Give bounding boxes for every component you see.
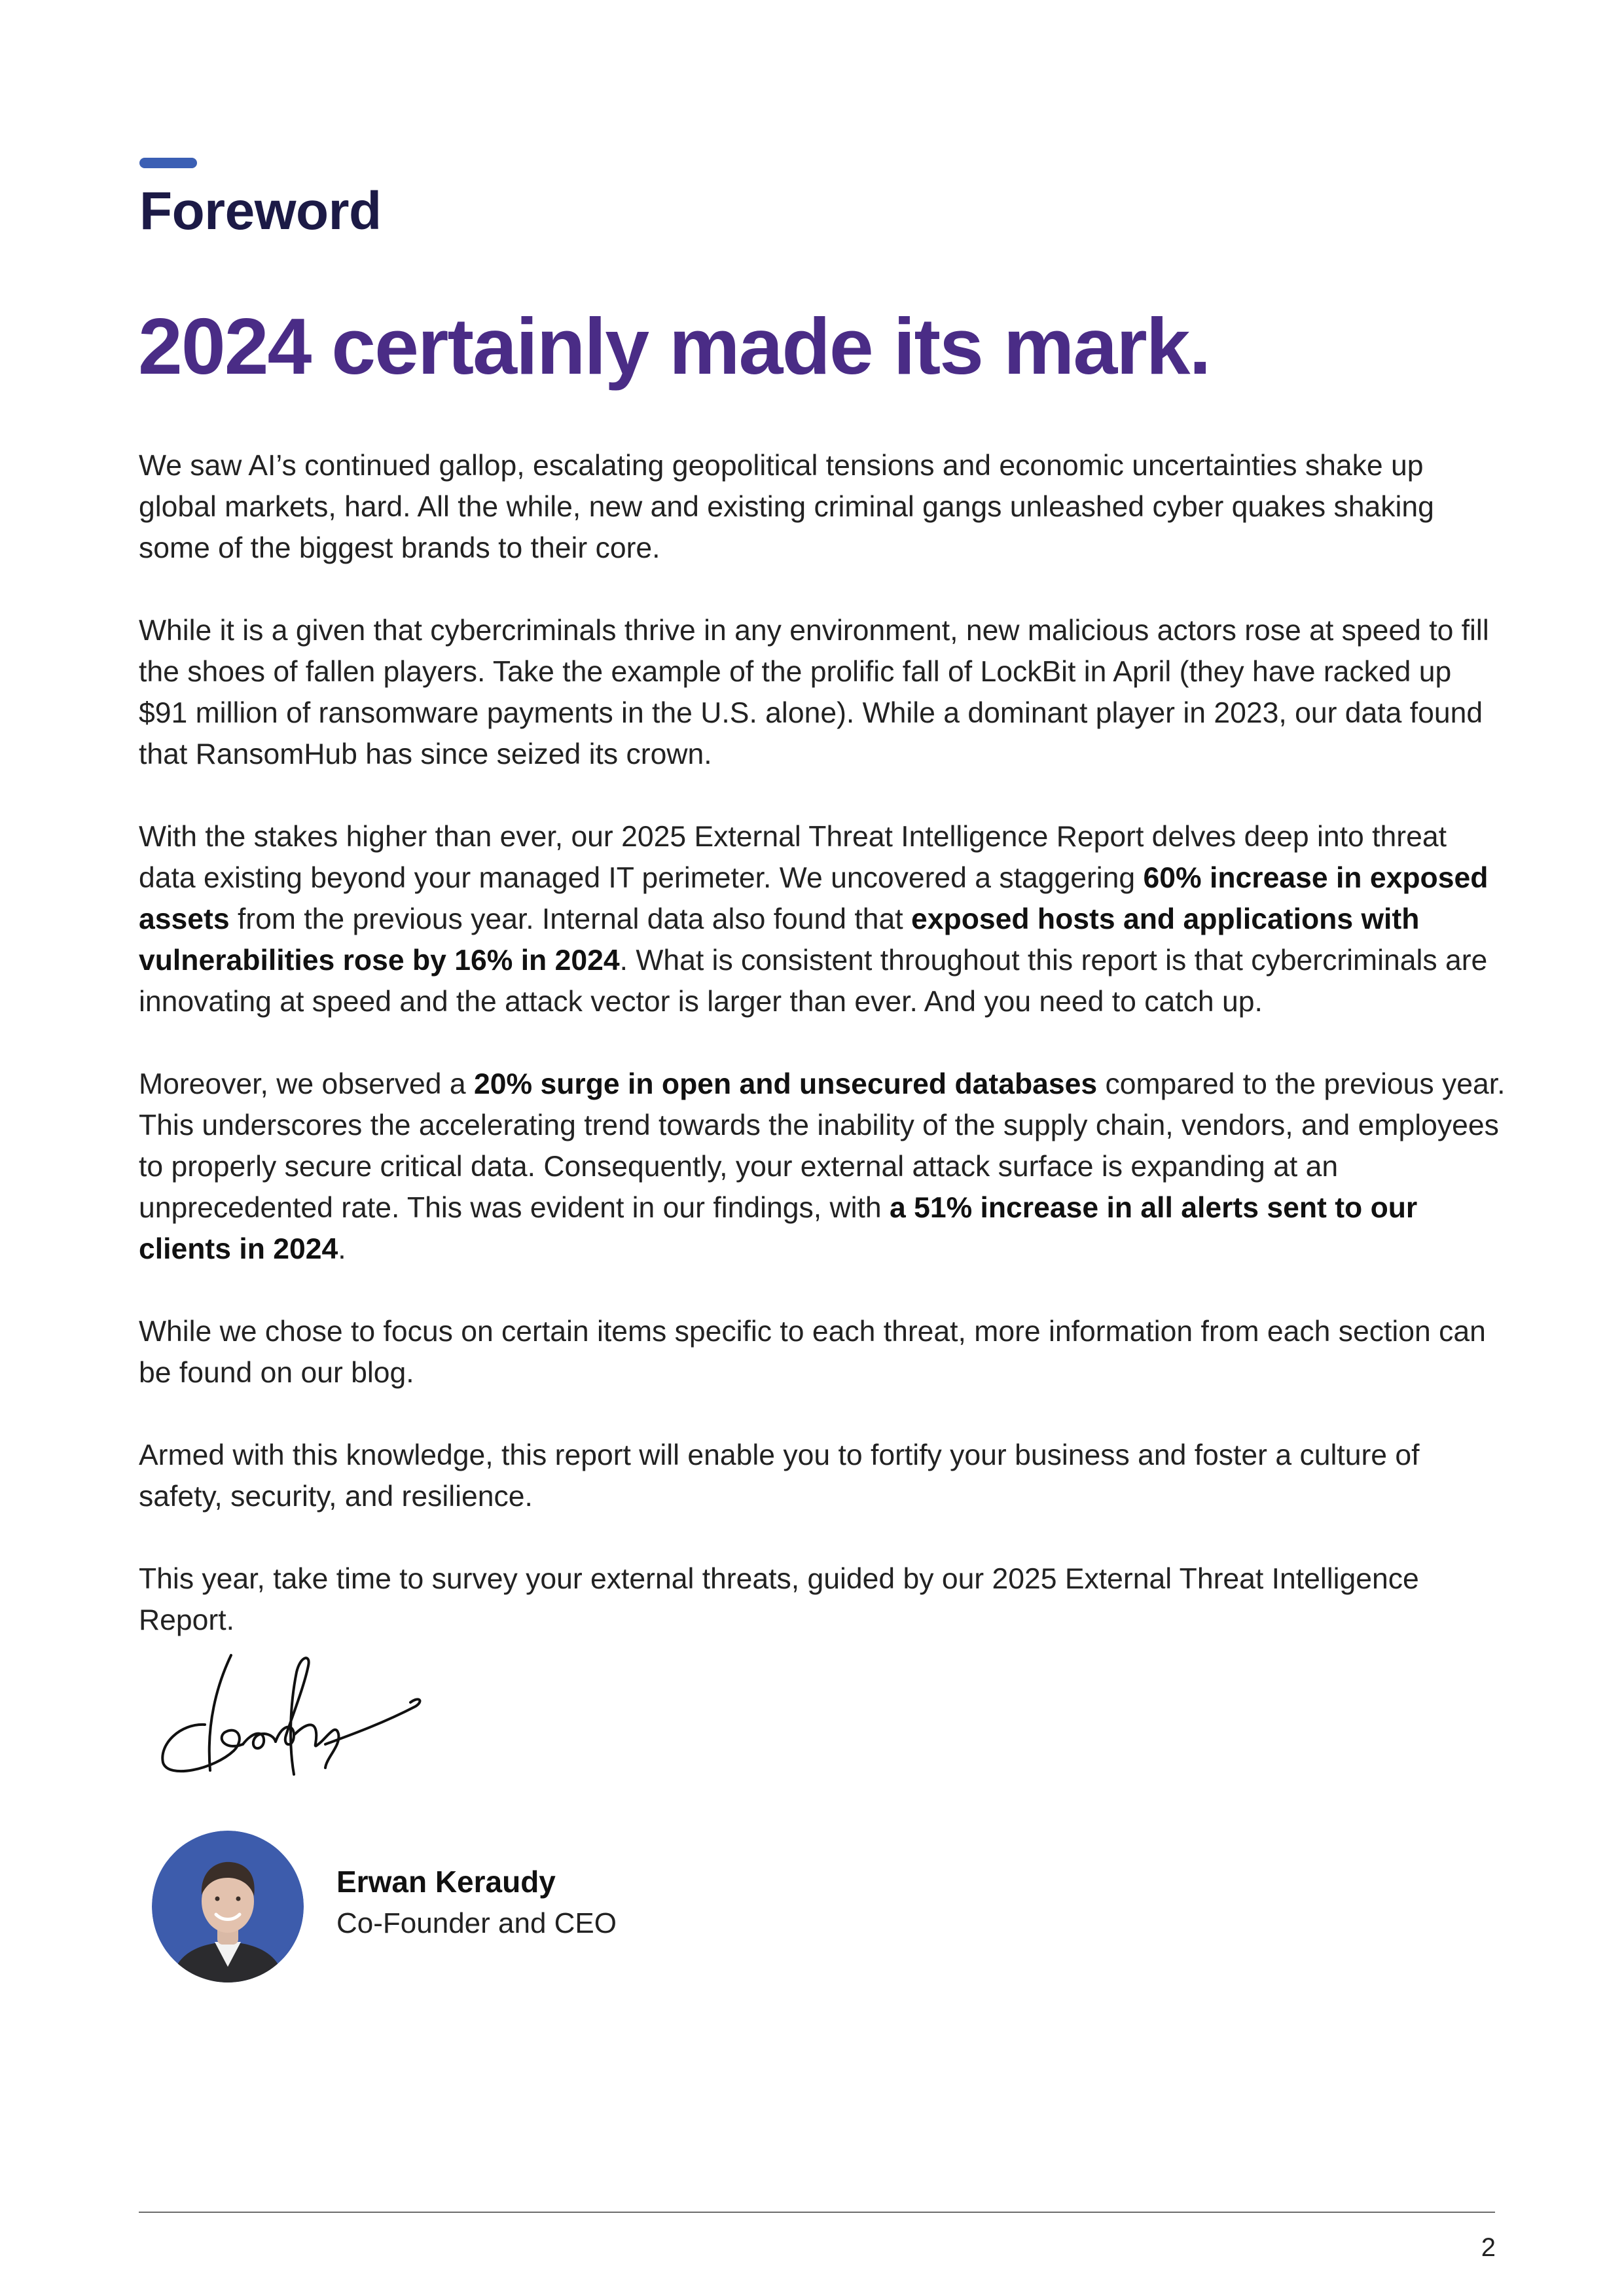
- section-accent-bar: [139, 158, 197, 168]
- author-role: Co-Founder and CEO: [336, 1907, 617, 1939]
- paragraph-1: We saw AI’s continued gallop, escalating geopolitical tensions and economic uncertainties shake up global markets, hard. All the while, new and existing criminal gangs unleashed cyber quakes shaking some of the biggest brands to their core.: [139, 450, 1434, 564]
- paragraph-4-text-2: compared to the previous year. This underscores the accelerating trend towards the inability of the supply chain, vendors, and employees to properly secure critical data. Consequently, your external attack surface is expanding at an unprecedented rate. This was evident in our findings, with: [139, 1068, 1506, 1224]
- page-number: 2: [1481, 2233, 1496, 2262]
- paragraph-4-text-3: .: [338, 1233, 346, 1265]
- section-title: Foreword: [139, 181, 382, 241]
- paragraph-4-bold-1: 20% surge in open and unsecured databases: [474, 1068, 1098, 1100]
- paragraph-4-bold-2: a 51% increase in all alerts sent to our clients in 2024: [139, 1192, 1418, 1265]
- paragraph-3-text-2: from the previous year. Internal data also found that: [229, 903, 912, 935]
- paragraph-5: While we chose to focus on certain items specific to each threat, more information from each section can be found on our blog.: [139, 1316, 1486, 1389]
- paragraph-4-text-1: Moreover, we observed a: [139, 1068, 475, 1100]
- paragraph-2: While it is a given that cybercriminals thrive in any environment, new malicious actors rose at speed to fill the shoes of fallen players. Take the example of the prolific fall of LockBit in April (they have racked up $91 million of ransomware payments in the U.S. alone). While a dominant player in 2023, our data found that RansomHub has since seized its crown.: [139, 615, 1489, 770]
- paragraph-7: This year, take time to survey your external threats, guided by our 2025 External Threat Intelligence Report.: [139, 1563, 1419, 1636]
- paragraph-6: Armed with this knowledge, this report will enable you to fortify your business and foster a culture of safety, security, and resilience.: [139, 1439, 1420, 1513]
- author-avatar: [152, 1831, 304, 1982]
- author-name: Erwan Keraudy: [336, 1865, 556, 1899]
- paragraph-3: [139, 816, 1507, 1022]
- footer-divider: [139, 2212, 1495, 2213]
- page-headline: 2024 certainly made its mark.: [138, 302, 1210, 391]
- person-portrait-icon: [152, 1831, 304, 1982]
- paragraph-3-text-3: . What is consistent throughout this report is that cybercriminals are innovating at speed and the attack vector is larger than ever. And you need to catch up.: [139, 944, 1488, 1018]
- signature-icon: [154, 1646, 429, 1784]
- paragraph-3-bold-2: exposed hosts and applications with vulnerabilities rose by 16% in 2024: [139, 903, 1420, 977]
- foreword-body: [139, 445, 1507, 1682]
- paragraph-3-bold-1: 60% increase in exposed assets: [139, 862, 1489, 935]
- paragraph-3-text-1: With the stakes higher than ever, our 2025 External Threat Intelligence Report delves deep into threat data existing beyond your managed IT perimeter. We uncovered a staggering: [139, 821, 1447, 894]
- paragraph-4: [139, 1064, 1507, 1270]
